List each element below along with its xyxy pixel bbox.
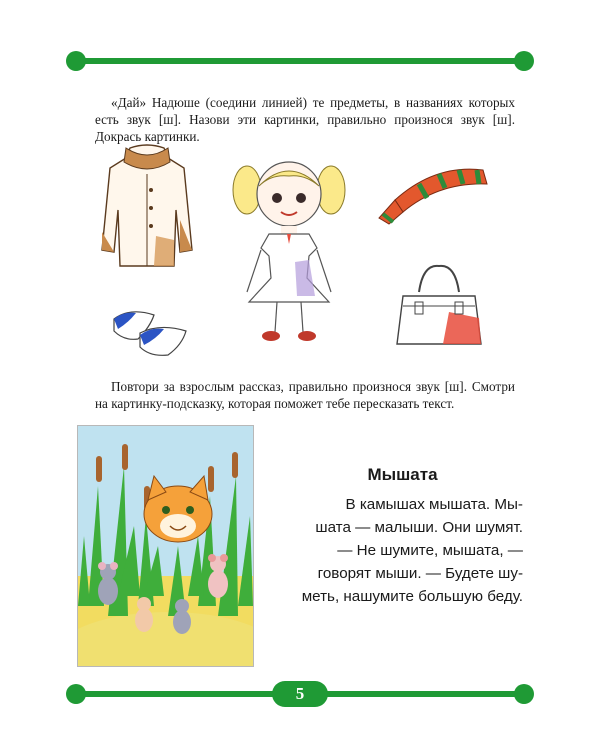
bottom-right-dot bbox=[514, 684, 534, 704]
cat-and-mice-illustration bbox=[77, 425, 254, 667]
top-right-dot bbox=[514, 51, 534, 71]
story-line: меть, нашумите большую беду. bbox=[301, 588, 523, 605]
story-line: — Не шумите, мышата, — bbox=[337, 542, 523, 559]
top-left-dot bbox=[66, 51, 86, 71]
story-title: Мышата bbox=[367, 465, 438, 484]
scarf-picture bbox=[375, 160, 490, 228]
girl-picture bbox=[225, 152, 353, 344]
instruction-text: «Дай» Надюше (соедини линией) те предметы, в названиях которых есть звук [ш]. Назови эти картинки, правильно произнося звук [ш]. Докрась картинки. bbox=[95, 95, 515, 144]
coat-picture bbox=[96, 140, 198, 272]
story-text bbox=[283, 493, 523, 608]
bottom-left-dot bbox=[66, 684, 86, 704]
page-number: 5 bbox=[272, 681, 328, 707]
top-divider bbox=[70, 58, 530, 64]
slippers-picture bbox=[110, 305, 195, 361]
story-line: шата — малыши. Они шумят. bbox=[315, 519, 523, 536]
handbag-picture bbox=[393, 262, 485, 352]
story-line: В камышах мышата. Мы- bbox=[345, 496, 523, 513]
retell-instruction: Повтори за взрослым рассказ, правильно произнося звук [ш]. Смотри на картинку-подсказку, которая поможет тебе пересказать текст. bbox=[95, 379, 515, 411]
story-line: говорят мыши. — Будете шу- bbox=[317, 565, 523, 582]
